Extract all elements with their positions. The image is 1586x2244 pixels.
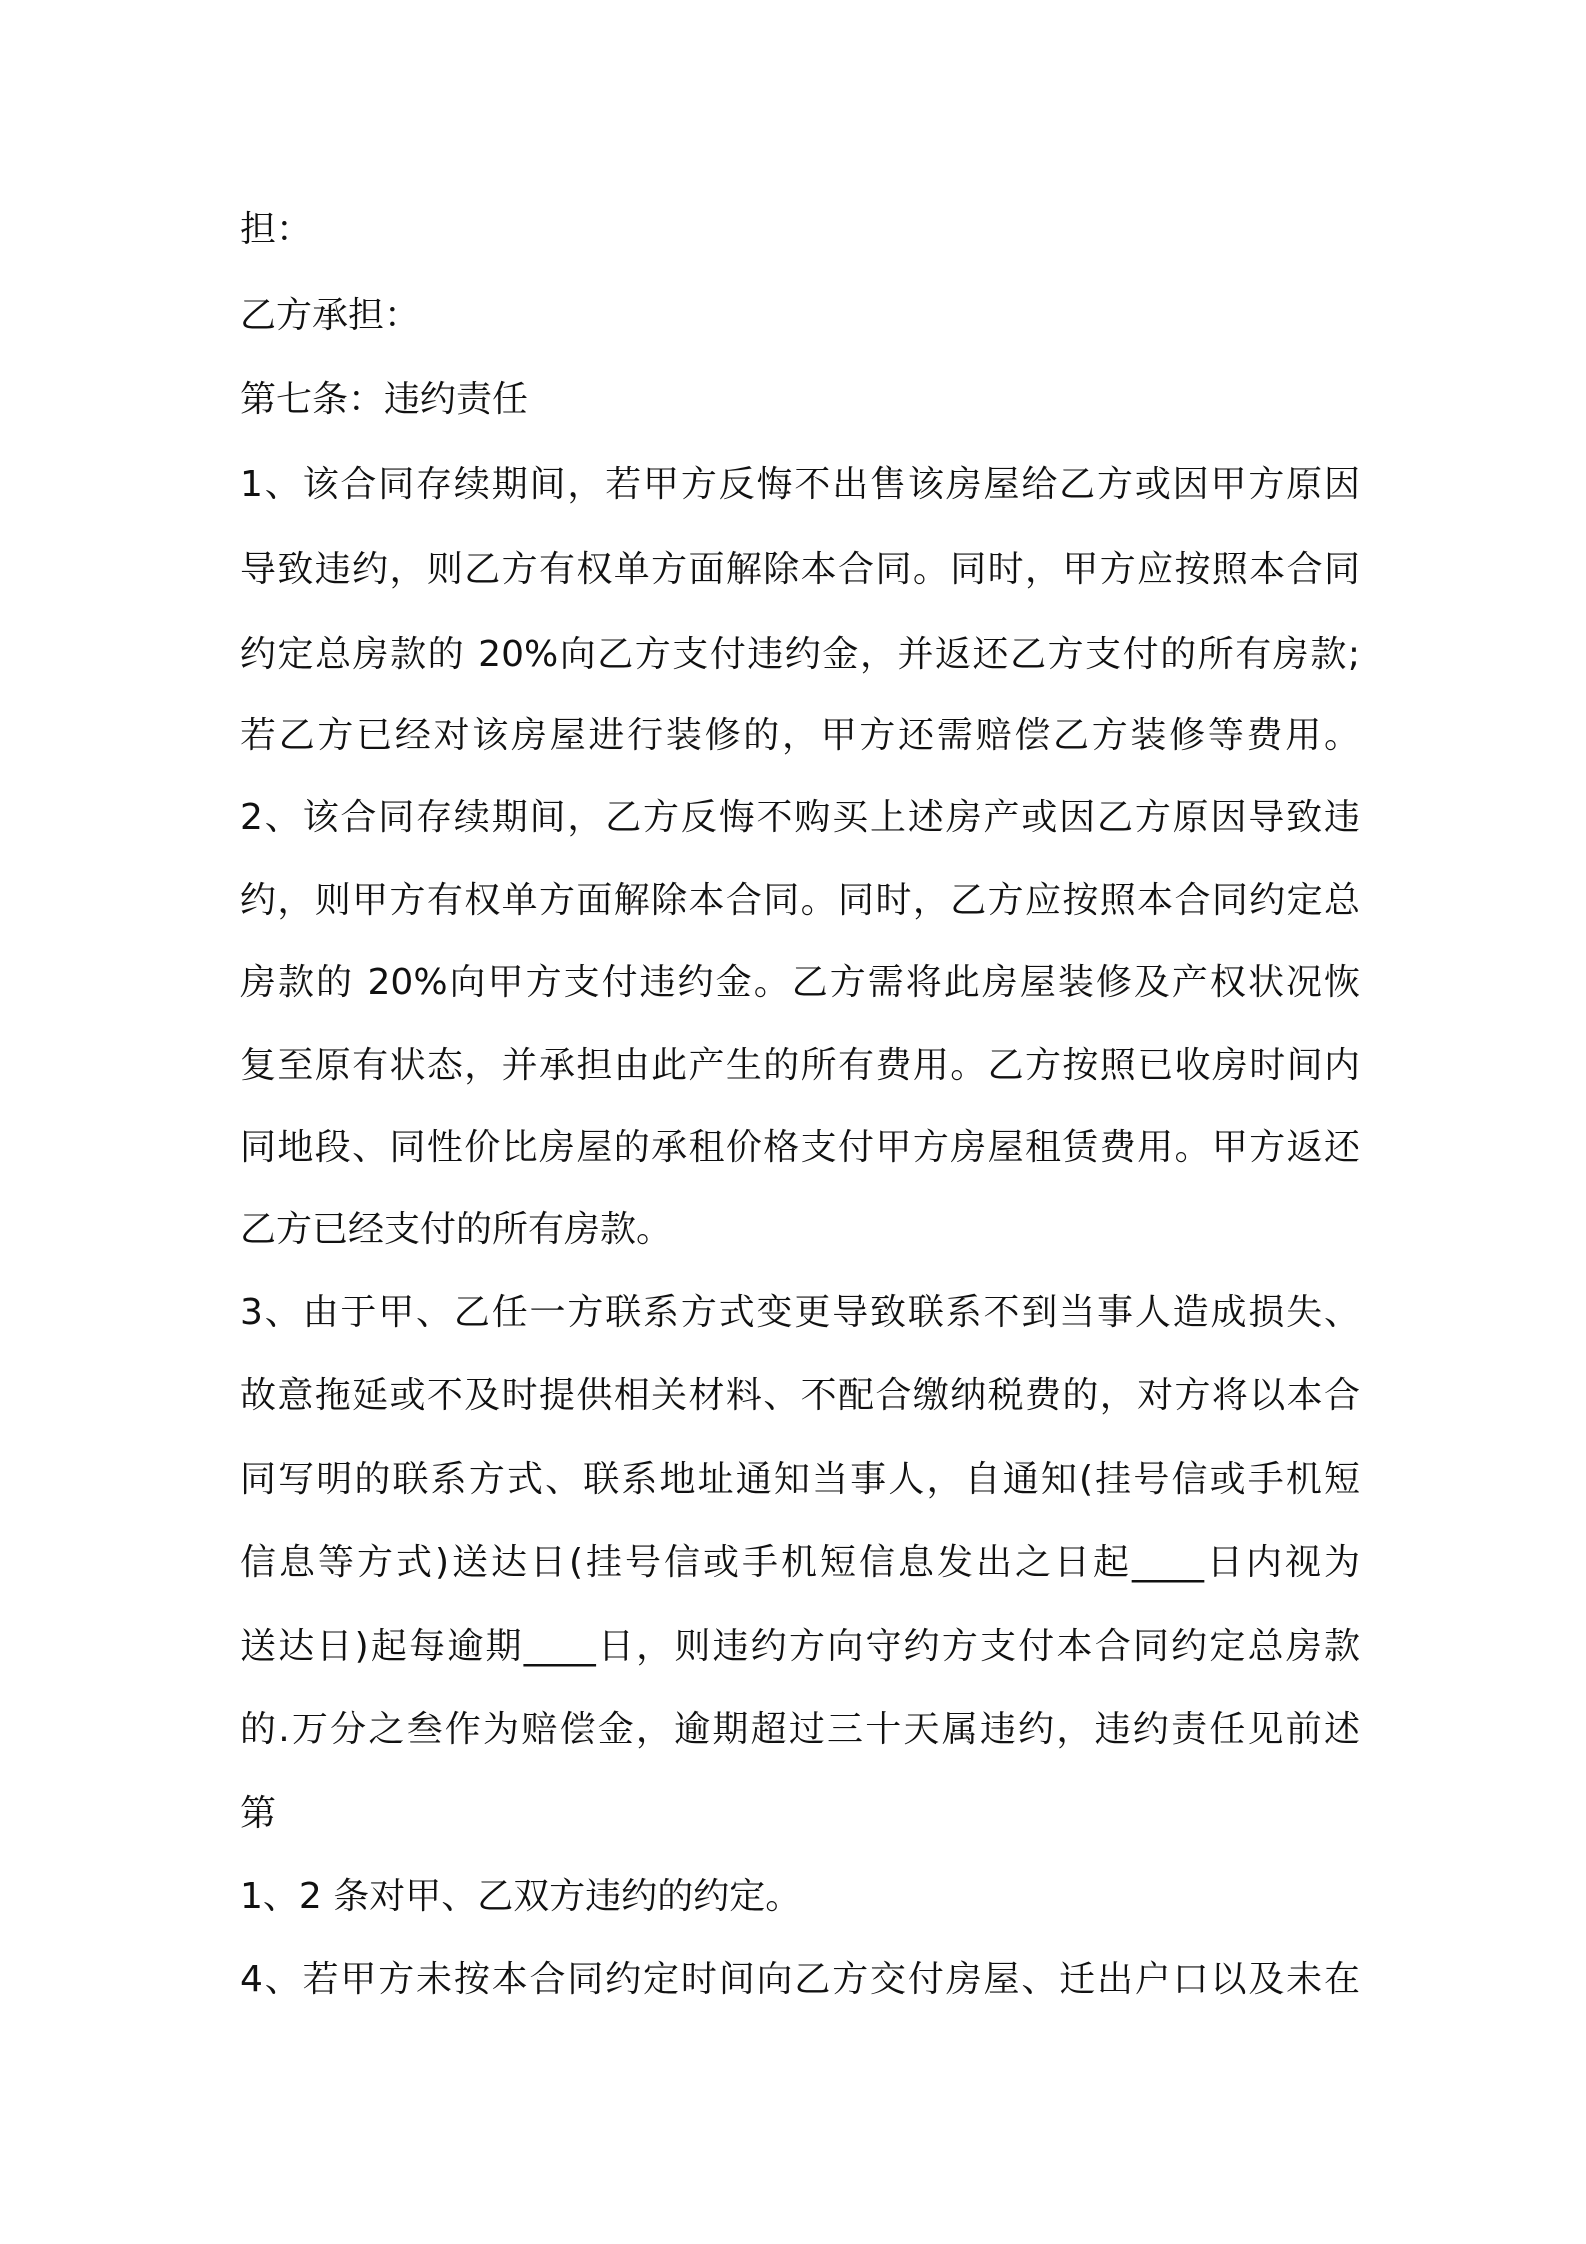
- text-line: 4、若甲方未按本合同约定时间向乙方交付房屋、迁出户口以及未在: [240, 1959, 1360, 2000]
- text-line: 的.万分之叁作为赔偿金，逾期超过三十天属违约，违约责任见前述: [240, 1709, 1360, 1750]
- text-line: 故意拖延或不及时提供相关材料、不配合缴纳税费的，对方将以本合: [240, 1375, 1360, 1416]
- text-line: 担：: [240, 209, 313, 250]
- text-line: 第: [240, 1793, 277, 1834]
- text-line: 信息等方式)送达日(挂号信或手机短信息发出之日起____日内视为: [240, 1542, 1360, 1583]
- section-heading: 第七条：违约责任: [240, 379, 529, 420]
- text-line: 乙方承担：: [240, 295, 421, 336]
- text-line: 同写明的联系方式、联系地址通知当事人，自通知(挂号信或手机短: [240, 1459, 1360, 1500]
- text-line: 约，则甲方有权单方面解除本合同。同时，乙方应按照本合同约定总: [240, 880, 1360, 921]
- text-line: 复至原有状态，并承担由此产生的所有费用。乙方按照已收房时间内: [240, 1045, 1360, 1086]
- text-line: 3、由于甲、乙任一方联系方式变更导致联系不到当事人造成损失、: [240, 1292, 1360, 1333]
- text-line: 约定总房款的 20%向乙方支付违约金，并返还乙方支付的所有房款;: [240, 634, 1360, 675]
- text-line: 送达日)起每逾期____日，则违约方向守约方支付本合同约定总房款: [240, 1626, 1360, 1667]
- text-line: 若乙方已经对该房屋进行装修的，甲方还需赔偿乙方装修等费用。: [240, 715, 1360, 756]
- text-line: 导致违约，则乙方有权单方面解除本合同。同时，甲方应按照本合同: [240, 549, 1360, 590]
- text-line: 1、该合同存续期间，若甲方反悔不出售该房屋给乙方或因甲方原因: [240, 464, 1360, 505]
- text-line: 2、该合同存续期间，乙方反悔不购买上述房产或因乙方原因导致违: [240, 797, 1360, 838]
- text-line: 乙方已经支付的所有房款。: [240, 1209, 673, 1250]
- text-line: 房款的 20%向甲方支付违约金。乙方需将此房屋装修及产权状况恢: [240, 962, 1360, 1003]
- text-line: 1、2 条对甲、乙双方违约的约定。: [240, 1876, 802, 1917]
- text-line: 同地段、同性价比房屋的承租价格支付甲方房屋租赁费用。甲方返还: [240, 1127, 1360, 1168]
